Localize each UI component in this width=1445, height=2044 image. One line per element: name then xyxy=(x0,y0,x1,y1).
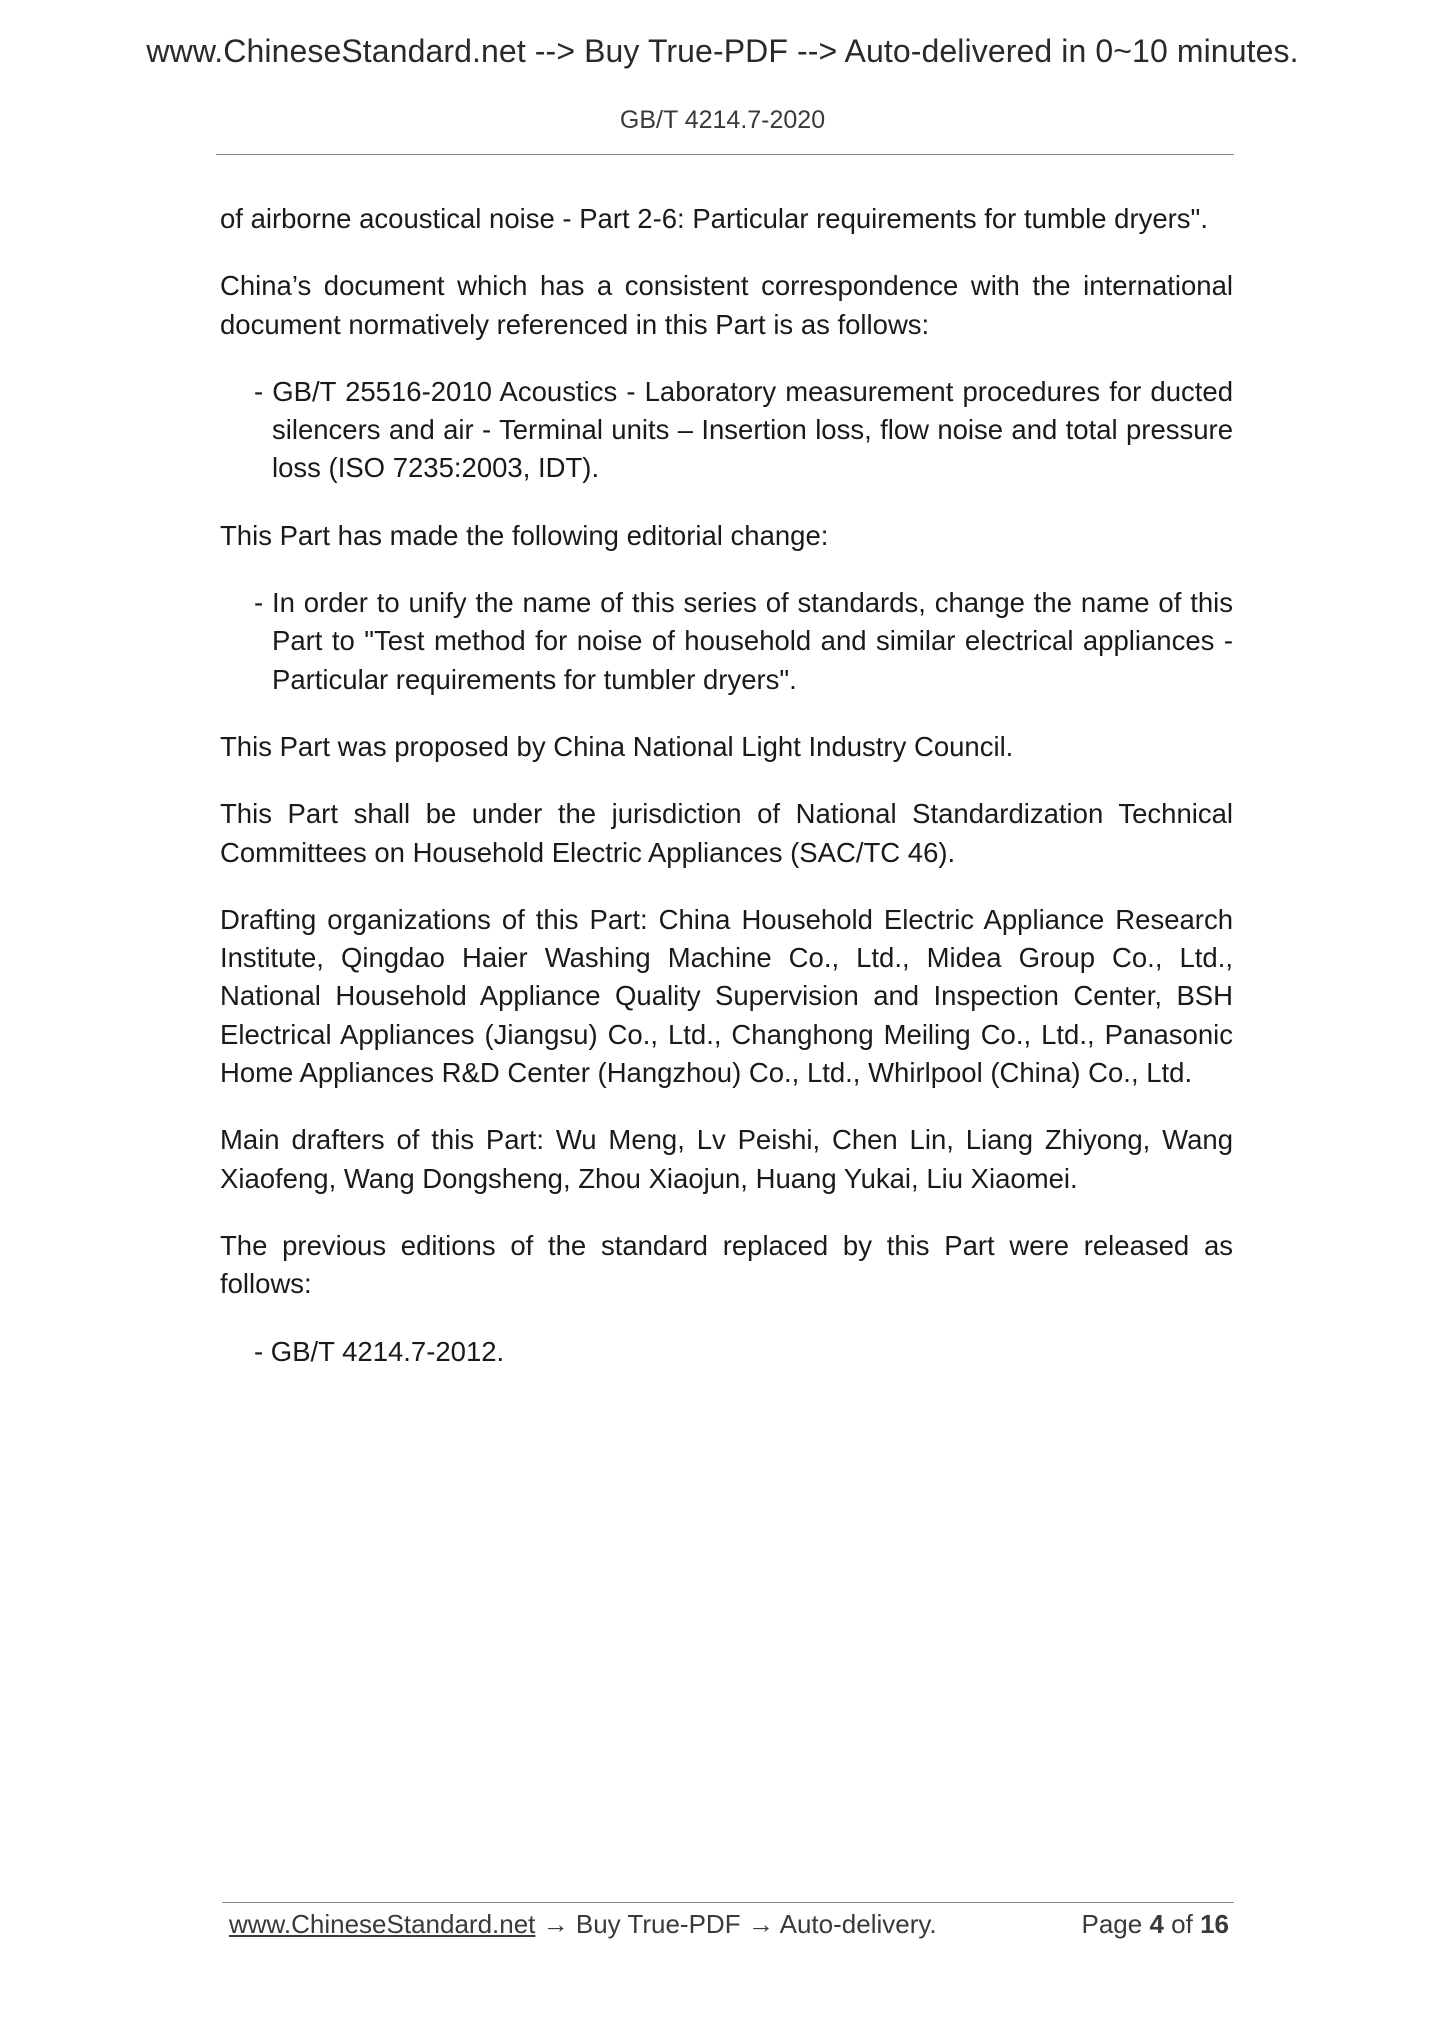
paragraph-drafting-organizations: Drafting organizations of this Part: China Household Electric Appliance Research Institute, Qingdao Haier Washing Machine Co., Ltd., Midea Group Co., Ltd., National Household Appliance Quality Supervision and Inspection Center, BSH Electrical Appliances (Jiangsu) Co., Ltd., Changhong Meiling Co., Ltd., Panasonic Home Appliances R&D Center (Hangzhou) Co., Ltd., Whirlpool (China) Co., Ltd. xyxy=(220,903,1233,1089)
paragraph-jurisdiction: This Part shall be under the jurisdiction of National Standardization Technical Committees on Household Electric Appliances (SAC/TC 46). xyxy=(220,798,1233,868)
paragraph-correspondence-intro: China’s document which has a consistent correspondence with the international document normatively referenced in this Part is as follows: xyxy=(220,270,1233,340)
paragraph-editorial-change: This Part has made the following editorial change: xyxy=(220,519,829,551)
document-code: GB/T 4214.7-2020 xyxy=(619,106,826,134)
page-footer xyxy=(229,1904,1229,1944)
page-total: 16 xyxy=(1200,1909,1229,1939)
arrow-right-icon: → xyxy=(747,1909,774,1939)
page-indicator xyxy=(1081,1904,1229,1944)
list-item-name-change: - In order to unify the name of this series of standards, change the name of this Part to "Test method for noise of household and similar electrical appliances - Particular requirements for tumbler dryers". xyxy=(254,587,1233,695)
footer-delivery-text: Auto-delivery. xyxy=(779,1909,937,1939)
footer-site-link[interactable]: www.ChineseStandard.net xyxy=(229,1909,536,1939)
paragraph-proposed-by: This Part was proposed by China National Light Industry Council. xyxy=(220,730,1014,762)
paragraph-continued-reference: of airborne acoustical noise - Part 2-6: Particular requirements for tumble dryers". xyxy=(220,203,1208,234)
document-body xyxy=(220,200,1233,1400)
paragraph-main-drafters: Main drafters of this Part: Wu Meng, Lv Peishi, Chen Lin, Liang Zhiyong, Wang Xiaofeng, Wang Dongsheng, Zhou Xiaojun, Huang Yukai, Liu Xiaomei. xyxy=(220,1124,1233,1194)
list-item-previous-edition: - GB/T 4214.7-2012. xyxy=(254,1335,505,1367)
promo-banner: www.ChineseStandard.net --> Buy True-PDF --> Auto-delivered in 0~10 minutes. xyxy=(146,33,1299,69)
arrow-right-icon: → xyxy=(542,1909,569,1939)
page-number: 4 xyxy=(1149,1909,1164,1939)
footer-buy-text: Buy True-PDF xyxy=(575,1909,741,1939)
paragraph-previous-editions: The previous editions of the standard replaced by this Part were released as follows: xyxy=(220,1229,1233,1300)
header-divider xyxy=(216,154,1234,155)
page-label: Page xyxy=(1081,1909,1143,1939)
footer-divider xyxy=(222,1902,1234,1903)
page-of-label: of xyxy=(1171,1909,1193,1939)
list-item-gbt-25516: - GB/T 25516-2010 Acoustics - Laboratory measurement procedures for ducted silencers and air - Terminal units – Insertion loss, flow noise and total pressure loss (ISO 7235:2003, IDT). xyxy=(254,375,1233,484)
